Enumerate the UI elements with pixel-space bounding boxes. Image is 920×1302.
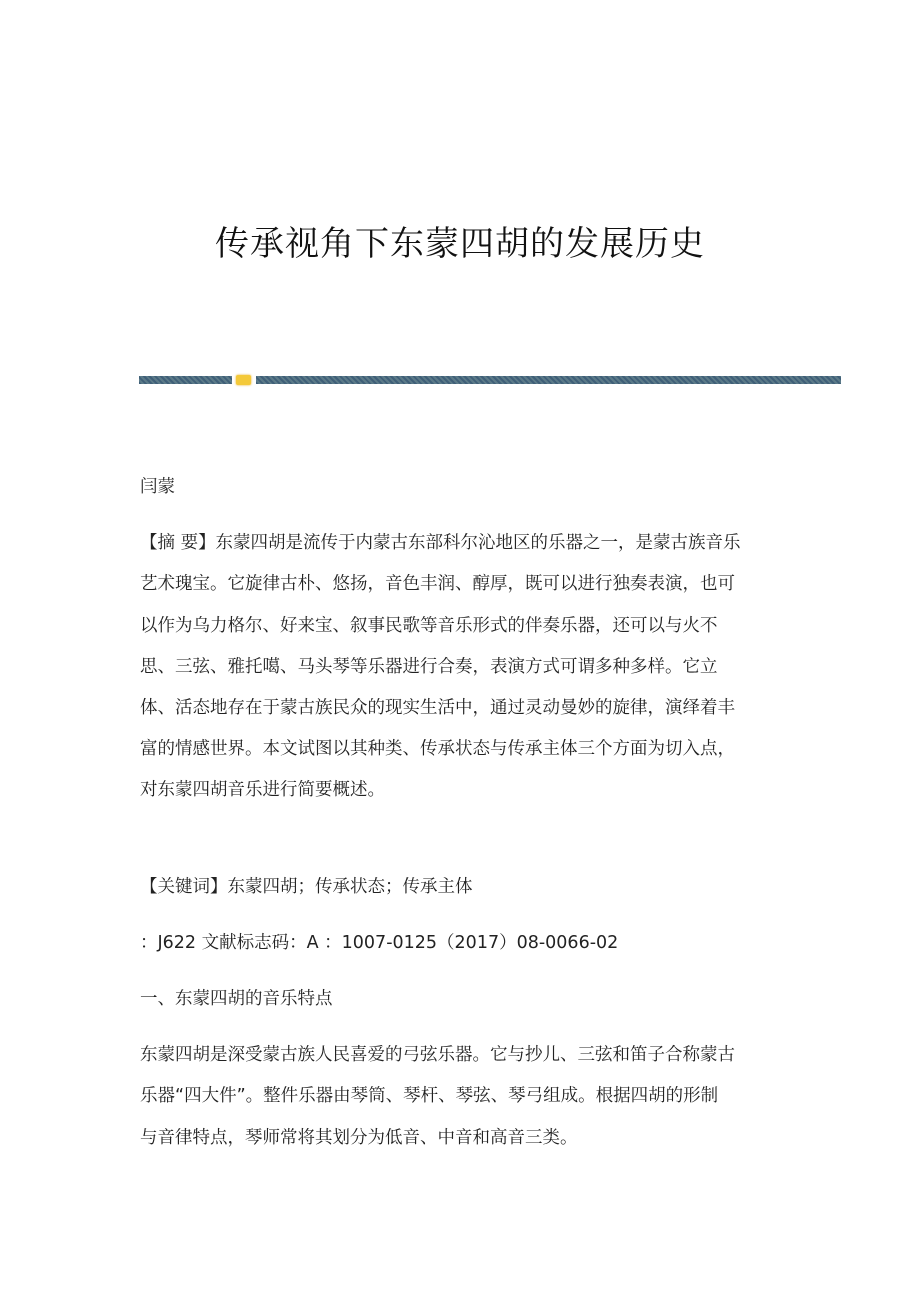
abstract-line: 以作为乌力格尔、好来宝、叙事民歌等音乐形式的伴奏乐器，还可以与火不 — [140, 616, 718, 636]
keywords: 【关键词】东蒙四胡；传承状态；传承主体 — [140, 877, 473, 897]
divider-bar-left — [139, 376, 232, 384]
body-line: 东蒙四胡是深受蒙古族人民喜爱的弓弦乐器。它与抄儿、三弦和笛子合称蒙古 — [140, 1045, 735, 1065]
abstract-line: 体、活态地存在于蒙古族民众的现实生活中，通过灵动曼妙的旋律，演绎着丰 — [140, 698, 735, 718]
abstract-line: 艺术瑰宝。它旋律古朴、悠扬，音色丰润、醇厚，既可以进行独奏表演，也可 — [140, 574, 735, 594]
body-line: 与音律特点，琴师常将其划分为低音、中音和高音三类。 — [140, 1128, 578, 1148]
abstract-line: 富的情感世界。本文试图以其种类、传承状态与传承主体三个方面为切入点， — [140, 739, 735, 759]
author-name: 闫蒙 — [140, 477, 175, 497]
abstract-line: 思、三弦、雅托噶、马头琴等乐器进行合奏，表演方式可谓多种多样。它立 — [140, 657, 718, 677]
abstract-line: 对东蒙四胡音乐进行简要概述。 — [140, 780, 385, 800]
document-title: 传承视角下东蒙四胡的发展历史 — [215, 224, 705, 264]
divider-ornament-icon — [236, 375, 251, 385]
classification-code: ：J622 文献标志码：A ：1007-0125（2017）08-0066-02 — [140, 933, 619, 953]
body-line: 乐器“四大件”。整件乐器由琴筒、琴杆、琴弦、琴弓组成。根据四胡的形制 — [140, 1086, 719, 1106]
abstract-line: 【摘 要】东蒙四胡是流传于内蒙古东部科尔沁地区的乐器之一，是蒙古族音乐 — [140, 533, 741, 553]
divider-bar-right — [256, 376, 841, 384]
section-heading: 一、东蒙四胡的音乐特点 — [140, 989, 333, 1009]
